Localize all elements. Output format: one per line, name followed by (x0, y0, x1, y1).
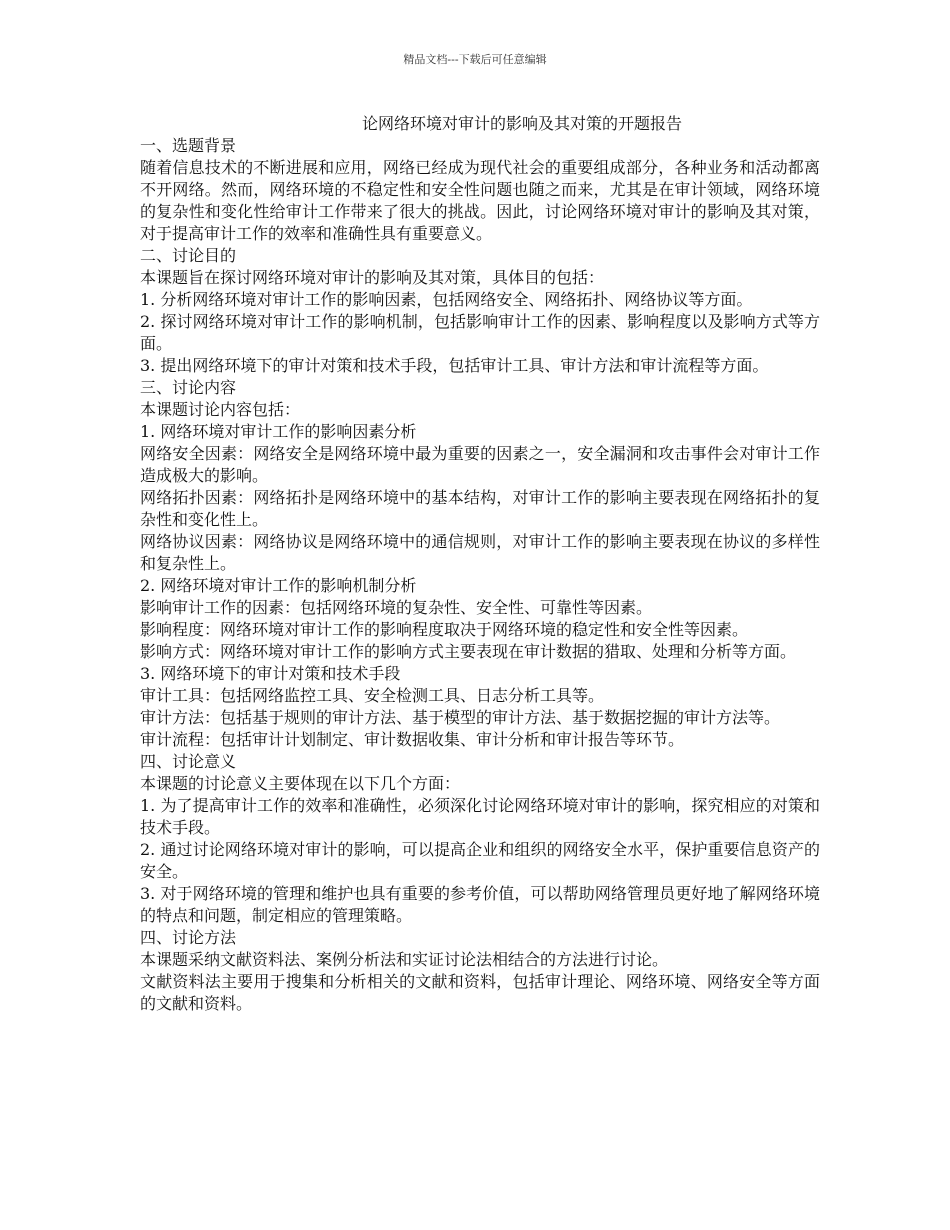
document-body (140, 113, 820, 1015)
paragraph: 本课题采纳文献资料法、案例分析法和实证讨论法相结合的方法进行讨论。 (140, 950, 669, 969)
paragraph: 影响程度：网络环境对审计工作的影响程度取决于网络环境的稳定性和安全性等因素。 (140, 620, 749, 639)
list-item: 2. 通过讨论网络环境对审计的影响，可以提高企业和组织的网络安全水平，保护重要信息资产的安全。 (140, 840, 820, 881)
section-heading: 三、讨论内容 (140, 378, 237, 397)
section-heading: 四、讨论意义 (140, 752, 237, 771)
paragraph: 网络拓扑因素：网络拓扑是网络环境中的基本结构，对审计工作的影响主要表现在网络拓扑的复杂性和变化性上。 (140, 488, 820, 529)
list-item: 3. 对于网络环境的管理和维护也具有重要的参考价值，可以帮助网络管理员更好地了解网络环境的特点和问题，制定相应的管理策略。 (140, 884, 820, 925)
paragraph: 网络协议因素：网络协议是网络环境中的通信规则，对审计工作的影响主要表现在协议的多样性和复杂性上。 (140, 532, 820, 573)
list-item: 3. 提出网络环境下的审计对策和技术手段，包括审计工具、审计方法和审计流程等方面。 (140, 356, 769, 375)
paragraph: 本课题旨在探讨网络环境对审计的影响及其对策，具体目的包括： (140, 268, 605, 287)
paragraph: 文献资料法主要用于搜集和分析相关的文献和资料，包括审计理论、网络环境、网络安全等方面的文献和资料。 (140, 972, 820, 1013)
subsection-heading: 1. 网络环境对审计工作的影响因素分析 (140, 422, 417, 441)
section-heading: 一、选题背景 (140, 136, 237, 155)
section-heading: 二、讨论目的 (140, 246, 237, 265)
subsection-heading: 2. 网络环境对审计工作的影响机制分析 (140, 576, 417, 595)
paragraph: 影响方式：网络环境对审计工作的影响方式主要表现在审计数据的猎取、处理和分析等方面。 (140, 642, 797, 661)
paragraph: 网络安全因素：网络安全是网络环境中最为重要的因素之一，安全漏洞和攻击事件会对审计工作造成极大的影响。 (140, 444, 820, 485)
list-item: 1. 为了提高审计工作的效率和准确性，必须深化讨论网络环境对审计的影响，探究相应的对策和技术手段。 (140, 796, 820, 837)
paragraph: 审计方法：包括基于规则的审计方法、基于模型的审计方法、基于数据挖掘的审计方法等。 (140, 708, 781, 727)
paragraph: 本课题讨论内容包括： (140, 400, 301, 419)
page-header: 精品文档---下载后可任意编辑 (403, 53, 547, 66)
paragraph: 审计流程：包括审计计划制定、审计数据收集、审计分析和审计报告等环节。 (140, 730, 685, 749)
paragraph: 影响审计工作的因素：包括网络环境的复杂性、安全性、可靠性等因素。 (140, 598, 653, 617)
paragraph: 本课题的讨论意义主要体现在以下几个方面： (140, 774, 461, 793)
list-item: 1. 分析网络环境对审计工作的影响因素，包括网络安全、网络拓扑、网络协议等方面。 (140, 290, 753, 309)
document-title: 论网络环境对审计的影响及其对策的开题报告 (362, 114, 683, 133)
subsection-heading: 3. 网络环境下的审计对策和技术手段 (140, 664, 401, 683)
paragraph: 随着信息技术的不断进展和应用，网络已经成为现代社会的重要组成部分，各种业务和活动都离不开网络。然而，网络环境的不稳定性和安全性问题也随之而来，尤其是在审计领域，网络环境的复杂性和变化性给审计工作带来了很大的挑战。因此，讨论网络环境对审计的影响及其对策，对于提高审计工作的效率和准确性具有重要意义。 (140, 158, 820, 243)
list-item: 2. 探讨网络环境对审计工作的影响机制，包括影响审计工作的因素、影响程度以及影响方式等方面。 (140, 312, 820, 353)
paragraph: 审计工具：包括网络监控工具、安全检测工具、日志分析工具等。 (140, 686, 605, 705)
section-heading: 四、讨论方法 (140, 928, 237, 947)
